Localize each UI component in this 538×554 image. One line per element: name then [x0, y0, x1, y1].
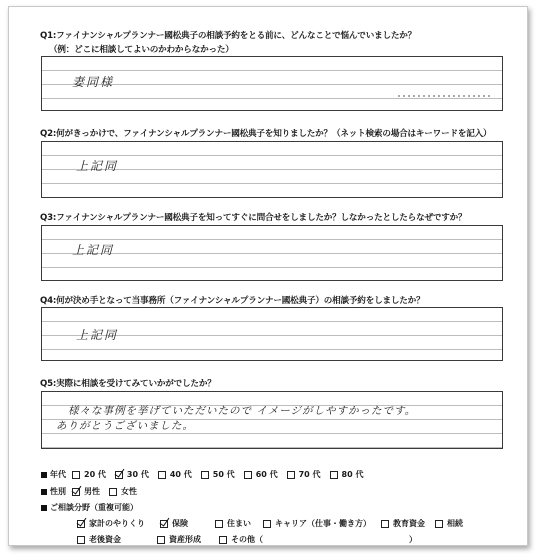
checkbox-checked[interactable] — [72, 488, 80, 496]
age-option-40: 40 代 — [158, 469, 192, 480]
q2-answer: 上記同 — [76, 159, 119, 173]
q2-answer-box — [41, 141, 503, 198]
checkbox[interactable] — [215, 520, 223, 528]
checkbox[interactable] — [435, 520, 443, 528]
age-option-70: 70 代 — [287, 469, 321, 480]
field-row-1 — [77, 518, 472, 529]
faded-dots — [398, 95, 493, 97]
q5-answer-line1: 様々な事例を挙げていただいたので イメージがしやすかったです。 — [68, 405, 417, 417]
bullet-square-icon — [41, 489, 47, 495]
q5-answer-box — [41, 391, 503, 449]
q1-answer-box — [41, 56, 503, 111]
gender-label: 性別 — [50, 487, 66, 496]
q1-question: Q1:ファイナンシャルプランナー國松典子の相談予約をとる前に、どんなことで悩んでいましたか？ — [40, 31, 417, 41]
other-close-paren: ） — [409, 535, 417, 544]
checkbox[interactable] — [201, 471, 209, 479]
q3-answer: 上記同 — [72, 243, 115, 257]
checkbox[interactable] — [72, 471, 80, 479]
age-option-60: 60 代 — [244, 469, 278, 480]
field-option-inheritance: 相続 — [435, 518, 463, 529]
q3-answer-box — [41, 225, 503, 281]
survey-sheet — [8, 6, 528, 546]
q3-question: Q3:ファイナンシャルプランナー國松典子を知ってすぐに問合せをしましたか？しなかったとしたらなぜですか？ — [40, 213, 467, 223]
checkbox-checked[interactable] — [160, 520, 168, 528]
checkbox[interactable] — [219, 536, 227, 544]
field-option-education: 教育資金 — [381, 518, 425, 529]
q2-question: Q2:何がきっかけで、ファイナンシャルプランナー國松典子を知りましたか？（ネット検索の場合はキーワードを記入） — [40, 129, 492, 139]
checkbox[interactable] — [330, 471, 338, 479]
checkbox[interactable] — [158, 471, 166, 479]
field-option-retirement: 老後資金 — [77, 534, 121, 545]
age-option-20: 20 代 — [72, 469, 106, 480]
gender-option-female: 女性 — [109, 486, 137, 497]
age-option-80: 80 代 — [330, 469, 364, 480]
checkbox[interactable] — [109, 488, 117, 496]
gender-option-male: 男性 — [72, 486, 100, 497]
q1-answer: 妻同様 — [72, 75, 115, 89]
checkbox-checked[interactable] — [115, 471, 123, 479]
q5-answer-line2: ありがとうございました。 — [56, 420, 194, 432]
field-heading — [41, 502, 138, 513]
field-option-household: 家計のやりくり — [77, 518, 145, 529]
checkbox[interactable] — [287, 471, 295, 479]
field-option-assets: 資産形成 — [157, 534, 201, 545]
q5-question: Q5:実際に相談を受けてみていかがでしたか？ — [40, 379, 216, 389]
q4-answer-box — [41, 307, 503, 361]
checkbox[interactable] — [157, 536, 165, 544]
q1-example: （例：どこに相談してよいのかわからなかった） — [49, 45, 234, 55]
checkbox[interactable] — [381, 520, 389, 528]
field-option-career: キャリア（仕事・働き方） — [263, 518, 371, 529]
field-option-housing: 住まい — [215, 518, 251, 529]
checkbox[interactable] — [263, 520, 271, 528]
bullet-square-icon — [41, 472, 47, 478]
q4-question: Q4:何が決め手となって当事務所（ファイナンシャルプランナー國松典子）の相談予約をしましたか？ — [40, 296, 425, 306]
age-option-30: 30 代 — [115, 469, 149, 480]
field-row-2 — [77, 534, 417, 545]
field-option-other: その他（ — [219, 534, 263, 545]
field-label: ご相談分野（重複可能） — [50, 503, 138, 512]
checkbox[interactable] — [244, 471, 252, 479]
checkbox-checked[interactable] — [77, 520, 85, 528]
gender-row — [41, 486, 146, 497]
age-row — [41, 469, 372, 480]
bullet-square-icon — [41, 505, 47, 511]
field-option-insurance: 保険 — [160, 518, 188, 529]
checkbox[interactable] — [77, 536, 85, 544]
q4-answer: 上記同 — [76, 328, 119, 342]
age-label: 年代 — [50, 470, 66, 479]
age-option-50: 50 代 — [201, 469, 235, 480]
